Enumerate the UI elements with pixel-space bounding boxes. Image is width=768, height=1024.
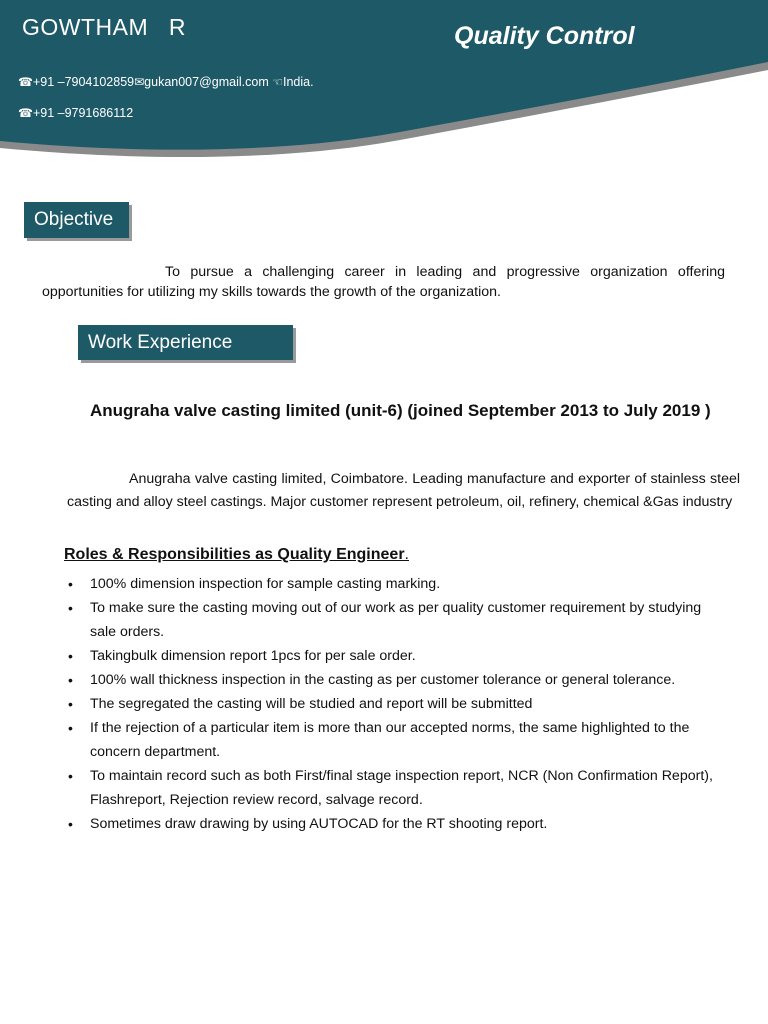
work-experience-heading: Work Experience: [78, 325, 293, 360]
list-item: • 100% wall thickness inspection in the casting as per customer tolerance or general tolerance.: [90, 668, 730, 692]
contact-line-1: [18, 75, 314, 89]
objective-heading: Objective: [24, 202, 129, 238]
phone-icon: ☎: [18, 106, 33, 120]
list-item: • To make sure the casting moving out of our work as per quality customer requirement by studying sale orders.: [90, 596, 730, 644]
roles-heading: [64, 546, 409, 564]
roles-list: [90, 572, 730, 836]
list-item: • Takingbulk dimension report 1pcs for per sale order.: [90, 644, 730, 668]
phone-number-1: +91 –7904102859: [32, 75, 135, 89]
email-address[interactable]: gukan007@gmail.com: [144, 75, 273, 89]
company-description: Anugraha valve casting limited, Coimbatore. Leading manufacture and exporter of stainless steel casting and alloy steel castings. Major customer represent petroleum, oil, refinery, chemical &Gas industry: [67, 471, 740, 510]
contact-line-2: [18, 106, 133, 120]
phone-icon: ☎: [18, 75, 33, 89]
pointing-hand-icon: ☜: [272, 75, 283, 89]
location: India.: [282, 75, 314, 89]
list-item: • The segregated the casting will be studied and report will be submitted: [90, 692, 730, 716]
company-title: Anugraha valve casting limited (unit-6) (joined September 2013 to July 2019 ): [90, 401, 711, 420]
list-item: • If the rejection of a particular item is more than our accepted norms, the same highlighted to the concern department.: [90, 716, 730, 764]
roles-heading-text: Roles & Responsibilities as Quality Engineer: [64, 546, 405, 563]
phone-number-2: +91 –9791686112: [32, 106, 134, 120]
roles-heading-period: .: [404, 546, 409, 563]
objective-text: To pursue a challenging career in leading and progressive organization offering opportunities for utilizing my skills towards the growth of the organization.: [42, 264, 725, 300]
candidate-name: GOWTHAM R: [22, 14, 186, 40]
list-item: • To maintain record such as both First/final stage inspection report, NCR (Non Confirmation Report), Flashreport, Rejection review record, salvage record.: [90, 764, 730, 812]
list-item: • Sometimes draw drawing by using AUTOCAD for the RT shooting report.: [90, 812, 730, 836]
list-item: • 100% dimension inspection for sample casting marking.: [90, 572, 730, 596]
role-title: Quality Control: [454, 22, 635, 50]
email-icon: ✉: [134, 75, 145, 89]
